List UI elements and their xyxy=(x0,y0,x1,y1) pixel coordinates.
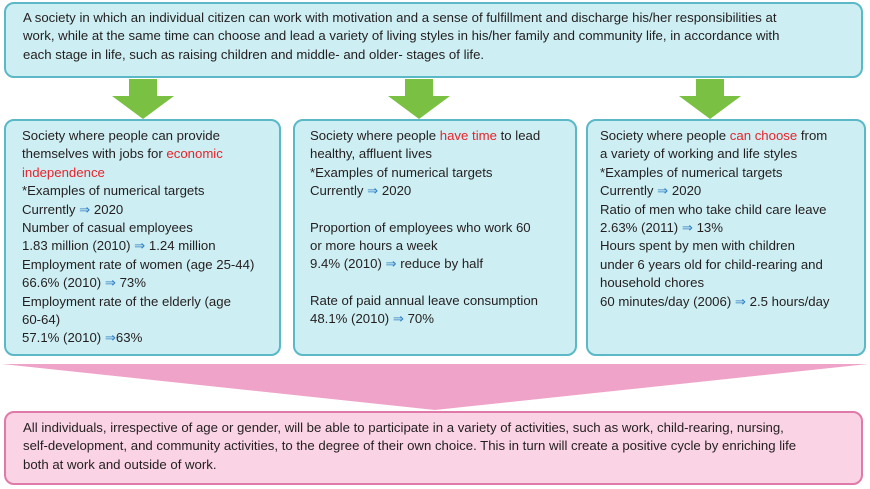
highlight-have-time: have time xyxy=(439,128,497,143)
highlight-can-choose: can choose xyxy=(729,128,798,143)
right-double-arrow-icon: ⇒ xyxy=(657,183,669,199)
green-down-arrow-icon xyxy=(388,79,450,119)
right-double-arrow-icon: ⇒ xyxy=(104,330,116,346)
right-double-arrow-icon: ⇒ xyxy=(104,275,116,291)
right-double-arrow-icon: ⇒ xyxy=(385,256,397,272)
vision-statement-box xyxy=(4,2,863,78)
outcome-line-1: All individuals, irrespective of age or gender, will be able to participate in a variety of activities, such as work, child-rearing, nursing, xyxy=(23,420,784,435)
col1-metric-3-label-1: Employment rate of the elderly (age xyxy=(22,293,231,309)
col3-target-year: Currently ⇒ 2020 xyxy=(600,183,702,199)
col3-metric-2-label-3: household chores xyxy=(600,275,705,291)
col2-metric-1-label-1: Proportion of employees who work 60 xyxy=(310,219,531,235)
col2-target-year: Currently ⇒ 2020 xyxy=(310,183,412,199)
right-double-arrow-icon: ⇒ xyxy=(367,183,379,199)
col1-examples-label: *Examples of numerical targets xyxy=(22,183,205,199)
col2-examples-label: *Examples of numerical targets xyxy=(310,164,493,180)
vision-line-1: A society in which an individual citizen can work with motivation and a sense of fulfillment and discharge his/her responsibilities at xyxy=(23,10,777,25)
col1-metric-2-label: Employment rate of women (age 25-44) xyxy=(22,256,255,272)
col1-title-line-2: themselves with jobs for economic xyxy=(22,146,223,162)
vision-line-2: work, while at the same time can choose and lead a variety of living styles in his/her family and community life, in accordance with xyxy=(23,28,780,44)
col1-metric-1-label: Number of casual employees xyxy=(22,220,193,236)
green-down-arrow-icon xyxy=(112,79,174,119)
green-down-arrow-icon xyxy=(679,79,741,119)
col1-metric-2-value: 66.6% (2010) ⇒ 73% xyxy=(22,275,146,291)
right-double-arrow-icon: ⇒ xyxy=(681,220,693,236)
highlight-independence: independence xyxy=(22,164,105,180)
col2-title-line-1: Society where people have time to lead xyxy=(310,128,541,143)
col3-metric-2-value: 60 minutes/day (2006) ⇒ 2.5 hours/day xyxy=(600,293,830,309)
outcome-line-2: self-development, and community activities, to the degree of their own choice. This in turn will create a positive cycle by enriching life xyxy=(23,438,797,454)
col3-examples-label: *Examples of numerical targets xyxy=(600,164,783,180)
can-choose-box xyxy=(586,119,866,356)
vision-line-3: each stage in life, such as raising children and middle- and older- stages of life. xyxy=(23,46,485,62)
col3-title-line-2: a variety of working and life styles xyxy=(600,146,798,162)
outcome-line-3: both at work and outside of work. xyxy=(23,456,217,472)
highlight-economic: economic xyxy=(166,146,223,162)
col2-metric-2-label: Rate of paid annual leave consumption xyxy=(310,292,539,308)
col1-metric-3-label-2: 60-64) xyxy=(22,312,61,328)
col3-title-line-1: Society where people can choose from xyxy=(600,128,828,143)
outcome-statement-box xyxy=(4,411,863,485)
right-double-arrow-icon: ⇒ xyxy=(79,201,91,217)
col1-metric-1-value: 1.83 million (2010) ⇒ 1.24 million xyxy=(22,238,216,254)
col3-metric-1-value: 2.63% (2011) ⇒ 13% xyxy=(600,220,723,236)
right-double-arrow-icon: ⇒ xyxy=(392,311,404,327)
col2-metric-1-label-2: or more hours a week xyxy=(310,238,438,254)
right-double-arrow-icon: ⇒ xyxy=(734,293,746,309)
col3-metric-1-label: Ratio of men who take child care leave xyxy=(600,201,827,217)
economic-independence-box xyxy=(4,119,281,356)
col1-metric-3-value: 57.1% (2010) ⇒63% xyxy=(22,330,143,346)
col2-title-line-2: healthy, affluent lives xyxy=(310,146,432,162)
col3-metric-2-label-2: under 6 years old for child-rearing and xyxy=(600,256,823,272)
col1-target-year: Currently ⇒ 2020 xyxy=(22,201,124,217)
right-double-arrow-icon: ⇒ xyxy=(134,238,146,254)
pink-down-arrow-icon xyxy=(0,364,870,410)
col2-metric-1-value: 9.4% (2010) ⇒ reduce by half xyxy=(310,256,484,272)
col3-metric-2-label-1: Hours spent by men with children xyxy=(600,238,795,254)
col2-metric-2-value: 48.1% (2010) ⇒ 70% xyxy=(310,311,434,327)
col1-title-line-1: Society where people can provide xyxy=(22,128,220,143)
have-time-box xyxy=(293,119,577,356)
